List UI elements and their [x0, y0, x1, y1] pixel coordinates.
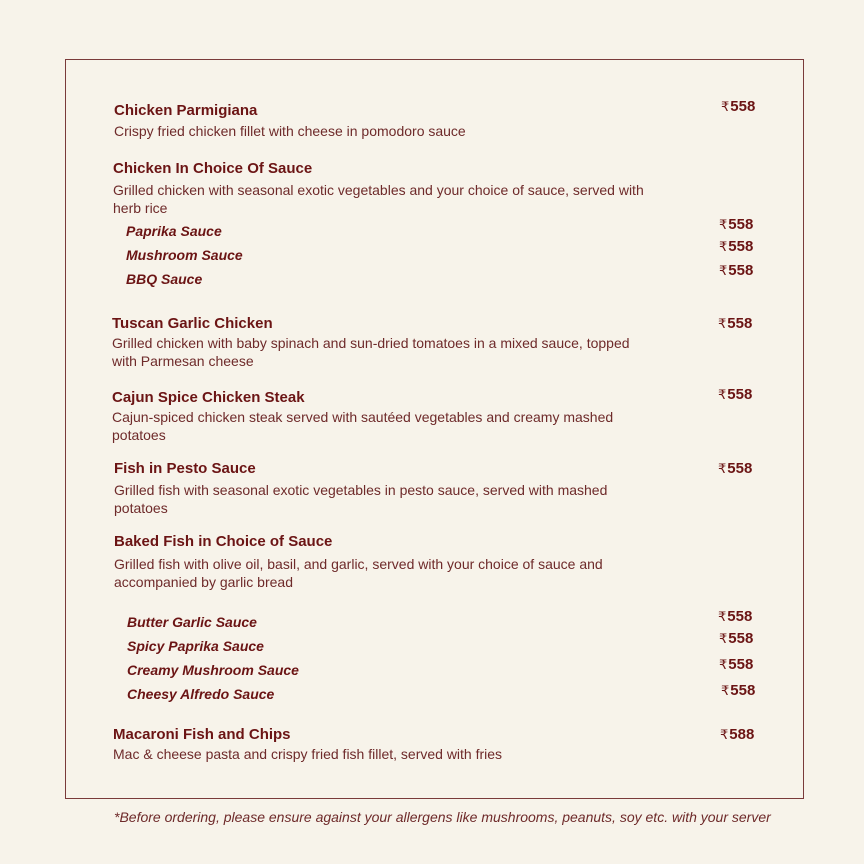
- sauce-option: Paprika Sauce: [126, 223, 222, 239]
- item-description: Grilled chicken with seasonal exotic vegetables and your choice of sauce, served with herb rice: [113, 182, 644, 216]
- item-description: Cajun-spiced chicken steak served with sautéed vegetables and creamy mashed potatoes: [112, 409, 614, 443]
- item-title: Macaroni Fish and Chips: [113, 726, 291, 743]
- sauce-option: BBQ Sauce: [126, 271, 203, 287]
- rupee-icon: ₹: [718, 387, 727, 402]
- item-description: Grilled fish with seasonal exotic vegetables in pesto sauce, served with mashed potatoes: [114, 482, 608, 516]
- option-price: ₹558: [719, 630, 754, 647]
- option-price: ₹558: [719, 656, 754, 673]
- option-price: ₹558: [719, 262, 754, 279]
- sauce-option: Creamy Mushroom Sauce: [127, 662, 299, 678]
- item-title: Baked Fish in Choice of Sauce: [114, 533, 333, 550]
- allergen-footnote: *Before ordering, please ensure against your allergens like mushrooms, peanuts, soy etc. with your server: [114, 809, 771, 825]
- sauce-option: Cheesy Alfredo Sauce: [127, 686, 275, 702]
- rupee-icon: ₹: [721, 99, 730, 114]
- item-title: Chicken In Choice Of Sauce: [113, 160, 313, 177]
- rupee-icon: ₹: [721, 683, 730, 698]
- rupee-icon: ₹: [719, 657, 728, 672]
- rupee-icon: ₹: [718, 609, 727, 624]
- item-price: ₹558: [718, 315, 753, 332]
- rupee-icon: ₹: [718, 316, 727, 331]
- rupee-icon: ₹: [719, 239, 728, 254]
- rupee-icon: ₹: [718, 461, 727, 476]
- sauce-option: Spicy Paprika Sauce: [127, 638, 264, 654]
- item-description: Grilled chicken with baby spinach and sun-dried tomatoes in a mixed sauce, topped with Parmesan cheese: [112, 335, 630, 369]
- item-price: ₹558: [718, 386, 753, 403]
- item-price: ₹588: [720, 726, 755, 743]
- option-price: ₹558: [721, 682, 756, 699]
- rupee-icon: ₹: [719, 263, 728, 278]
- item-title: Chicken Parmigiana: [114, 102, 258, 119]
- option-price: ₹558: [718, 608, 753, 625]
- item-title: Tuscan Garlic Chicken: [112, 315, 273, 332]
- item-price: ₹558: [721, 98, 756, 115]
- rupee-icon: ₹: [719, 631, 728, 646]
- sauce-option: Mushroom Sauce: [126, 247, 243, 263]
- rupee-icon: ₹: [719, 217, 728, 232]
- item-title: Fish in Pesto Sauce: [114, 460, 256, 477]
- rupee-icon: ₹: [720, 727, 729, 742]
- item-description: Grilled fish with olive oil, basil, and garlic, served with your choice of sauce and accompanied by garlic bread: [114, 556, 603, 590]
- option-price: ₹558: [719, 216, 754, 233]
- item-description: Mac & cheese pasta and crispy fried fish fillet, served with fries: [113, 746, 503, 762]
- item-title: Cajun Spice Chicken Steak: [112, 389, 305, 406]
- item-description: Crispy fried chicken fillet with cheese in pomodoro sauce: [114, 123, 466, 139]
- sauce-option: Butter Garlic Sauce: [127, 614, 257, 630]
- item-price: ₹558: [718, 460, 753, 477]
- option-price: ₹558: [719, 238, 754, 255]
